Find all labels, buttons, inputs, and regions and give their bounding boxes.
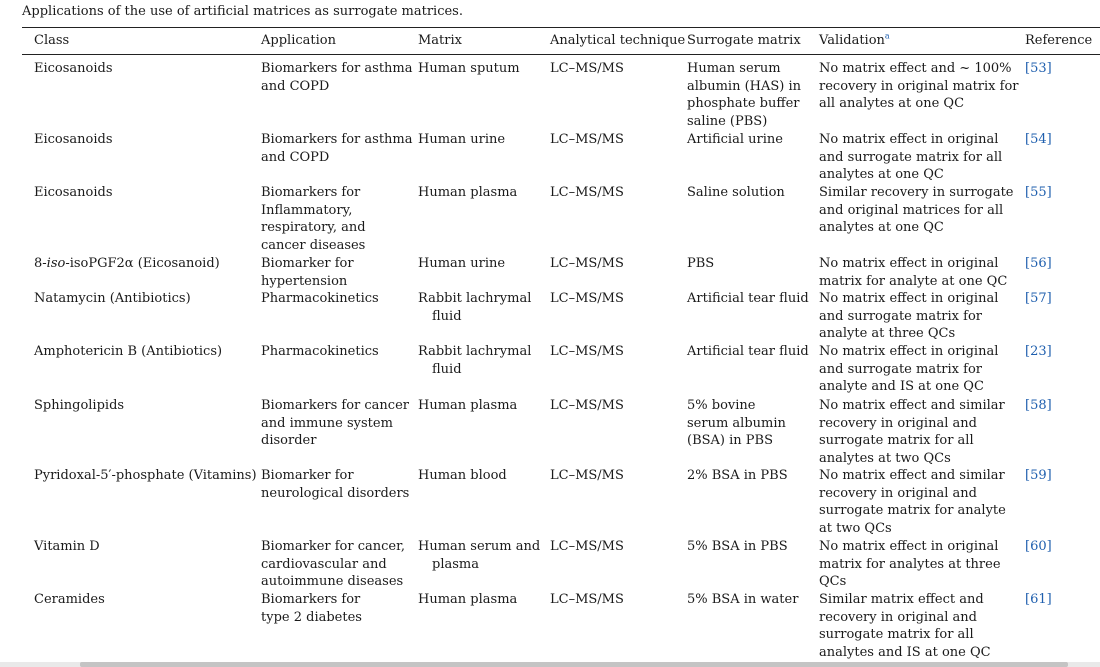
- header-analytical-technique: Analytical technique: [550, 33, 686, 48]
- cell-validation: No matrix effect and similar recovery in original and surrogate matrix for analyte at two QCs: [819, 468, 1006, 536]
- cell-surrogate: 2% BSA in PBS: [687, 468, 788, 483]
- scrollbar-thumb[interactable]: [80, 662, 1068, 667]
- cell-matrix: Human urine: [418, 256, 506, 271]
- cell-surrogate: Artificial tear fluid: [687, 291, 809, 306]
- cell-matrix: Human blood: [418, 468, 507, 483]
- cell-validation: No matrix effect in original and surrogate matrix for all analytes at one QC: [819, 132, 1003, 183]
- cell-application: Biomarkers for asthma and COPD: [261, 132, 413, 165]
- cell-technique: LC–MS/MS: [550, 592, 624, 607]
- cell-application: Biomarkers for Inflammatory, respiratory, and cancer diseases: [261, 185, 366, 253]
- cell-technique: LC–MS/MS: [550, 539, 624, 554]
- table-caption: Applications of the use of artificial matrices as surrogate matrices.: [22, 4, 463, 19]
- reference-link[interactable]: [55]: [1025, 185, 1052, 200]
- cell-matrix: Human plasma: [418, 185, 518, 200]
- cell-surrogate: Artificial urine: [687, 132, 783, 147]
- cell-surrogate: 5% bovine serum albumin (BSA) in PBS: [687, 398, 786, 449]
- cell-matrix: Human urine: [418, 132, 506, 147]
- cell-validation: No matrix effect in original matrix for analyte at one QC: [819, 256, 1008, 289]
- reference-link[interactable]: [54]: [1025, 132, 1052, 147]
- cell-class: Eicosanoids: [34, 61, 113, 76]
- reference-link[interactable]: [23]: [1025, 344, 1052, 359]
- header-application: Application: [261, 33, 336, 48]
- cell-matrix: Human sputum: [418, 61, 520, 76]
- cell-application: Biomarkers for cancer and immune system disorder: [261, 398, 409, 449]
- cell-class: Vitamin D: [34, 539, 100, 554]
- header-reference: Reference: [1025, 33, 1093, 48]
- cell-technique: LC–MS/MS: [550, 185, 624, 200]
- cell-matrix: Rabbit lachrymal fluid: [418, 291, 532, 324]
- cell-matrix: Human plasma: [418, 398, 518, 413]
- cell-application: Biomarker for neurological disorders: [261, 468, 410, 501]
- cell-validation: Similar matrix effect and recovery in original and surrogate matrix for all analytes and IS at one QC: [819, 592, 991, 660]
- cell-class: Eicosanoids: [34, 132, 113, 147]
- cell-surrogate: Artificial tear fluid: [687, 344, 809, 359]
- cell-matrix: Rabbit lachrymal fluid: [418, 344, 532, 377]
- cell-validation: Similar recovery in surrogate and original matrices for all analytes at one QC: [819, 185, 1014, 236]
- cell-application: Biomarker for cancer, cardiovascular and autoimmune diseases: [261, 539, 406, 590]
- cell-validation: No matrix effect in original and surrogate matrix for analyte at three QCs: [819, 291, 999, 342]
- cell-technique: LC–MS/MS: [550, 132, 624, 147]
- horizontal-scrollbar[interactable]: [0, 662, 1100, 667]
- cell-technique: LC–MS/MS: [550, 61, 624, 76]
- cell-surrogate: 5% BSA in water: [687, 592, 799, 607]
- reference-link[interactable]: [56]: [1025, 256, 1052, 271]
- cell-surrogate: Human serum albumin (HAS) in phosphate buffer saline (PBS): [687, 61, 802, 129]
- cell-class: Eicosanoids: [34, 185, 113, 200]
- cell-matrix: Human serum and plasma: [418, 539, 541, 572]
- cell-class: Sphingolipids: [34, 398, 125, 413]
- cell-surrogate: 5% BSA in PBS: [687, 539, 788, 554]
- class-italic: iso: [46, 256, 66, 271]
- reference-link[interactable]: [58]: [1025, 398, 1052, 413]
- cell-validation: No matrix effect in original and surrogate matrix for analyte and IS at one QC: [819, 344, 999, 395]
- reference-link[interactable]: [61]: [1025, 592, 1052, 607]
- cell-validation: No matrix effect and ~ 100% recovery in original matrix for all analytes at one QC: [819, 61, 1019, 112]
- cell-surrogate: Saline solution: [687, 185, 785, 200]
- cell-class: Natamycin (Antibiotics): [34, 291, 191, 306]
- header-validation-label: Validation: [819, 33, 885, 48]
- class-prefix: 8-: [34, 256, 47, 271]
- header-matrix: Matrix: [418, 33, 462, 48]
- table-header-rule: [22, 54, 1100, 55]
- cell-technique: LC–MS/MS: [550, 398, 624, 413]
- cell-technique: LC–MS/MS: [550, 344, 624, 359]
- cell-application: Biomarker for hypertension: [261, 256, 354, 289]
- reference-link[interactable]: [59]: [1025, 468, 1052, 483]
- cell-application: Biomarkers for asthma and COPD: [261, 61, 413, 94]
- reference-link[interactable]: [57]: [1025, 291, 1052, 306]
- reference-link[interactable]: [60]: [1025, 539, 1052, 554]
- cell-class: Pyridoxal-5′-phosphate (Vitamins): [34, 468, 257, 483]
- cell-class: [34, 255, 259, 273]
- cell-matrix: Human plasma: [418, 592, 518, 607]
- cell-validation: No matrix effect and similar recovery in original and surrogate matrix for all analytes at two QCs: [819, 398, 1005, 466]
- footnote-a-link[interactable]: a: [884, 31, 890, 41]
- table-top-rule: [22, 27, 1100, 28]
- cell-application: Biomarkers for type 2 diabetes: [261, 592, 362, 625]
- cell-application: Pharmacokinetics: [261, 344, 379, 359]
- cell-technique: LC–MS/MS: [550, 291, 624, 306]
- cell-technique: LC–MS/MS: [550, 468, 624, 483]
- cell-class: Amphotericin B (Antibiotics): [34, 344, 223, 359]
- cell-class: Ceramides: [34, 592, 105, 607]
- header-surrogate-matrix: Surrogate matrix: [687, 33, 801, 48]
- cell-validation: No matrix effect in original matrix for analytes at three QCs: [819, 539, 1001, 590]
- class-suffix: -isoPGF2α (Eicosanoid): [65, 256, 220, 271]
- cell-application: Pharmacokinetics: [261, 291, 379, 306]
- header-validation: [819, 32, 890, 50]
- header-class: Class: [34, 33, 70, 48]
- reference-link[interactable]: [53]: [1025, 61, 1052, 76]
- cell-technique: LC–MS/MS: [550, 256, 624, 271]
- cell-surrogate: PBS: [687, 256, 715, 271]
